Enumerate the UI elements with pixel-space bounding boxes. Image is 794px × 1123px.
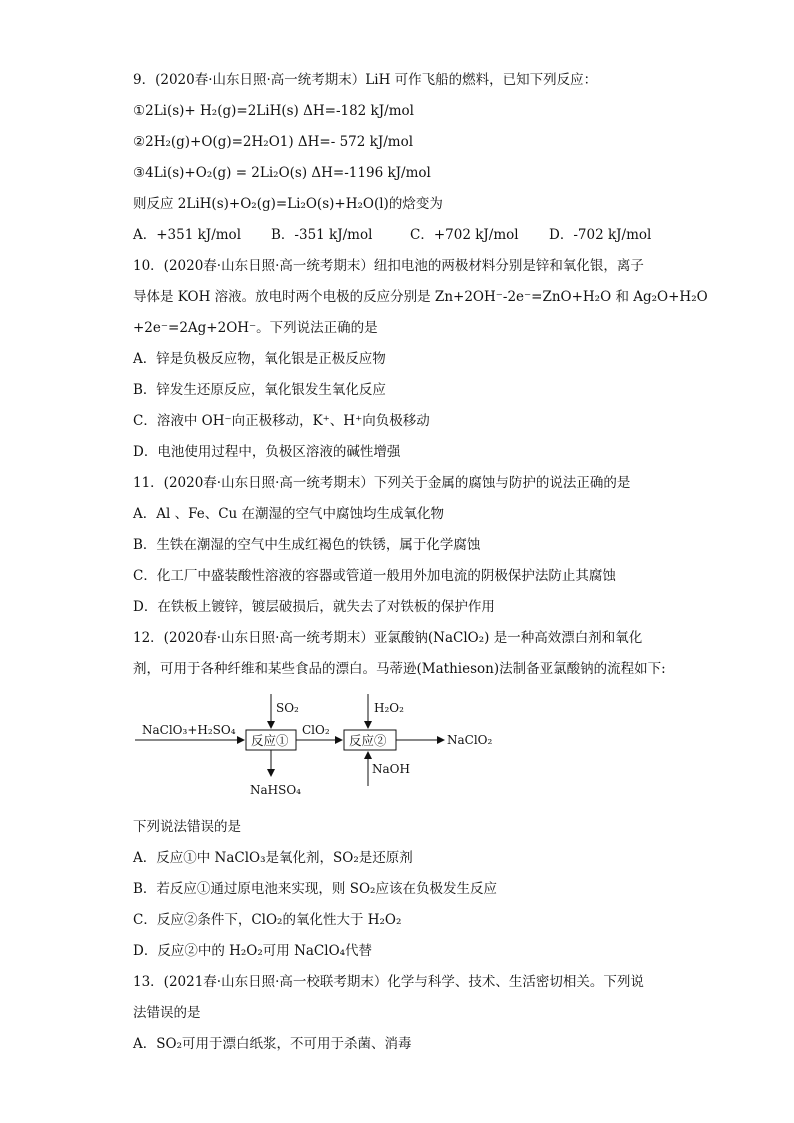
q9-reaction-3: ③4Li(s)+O₂(g) = 2Li₂O(s) ΔH=-1196 kJ/mol bbox=[133, 165, 431, 181]
q10-stem-2: 导体是 KOH 溶液。放电时两个电极的反应分别是 Zn+2OH⁻-2e⁻=ZnO+H₂O 和 Ag₂O+H₂O bbox=[133, 289, 708, 305]
q10-stem-1: 10．(2020春·山东日照·高一统考期末）纽扣电池的两极材料分别是锌和氧化银，离子 bbox=[133, 258, 644, 274]
q12-ask: 下列说法错误的是 bbox=[133, 819, 241, 835]
q12-option-b: B．若反应①通过原电池来实现，则 SO₂应该在负极发生反应 bbox=[133, 881, 497, 897]
q13-stem-2: 法错误的是 bbox=[133, 1005, 201, 1021]
q9-option-c: C．+702 kJ/mol bbox=[410, 227, 519, 243]
q9-reaction-2: ②2H₂(g)+O(g)=2H₂O1) ΔH=- 572 kJ/mol bbox=[133, 134, 414, 150]
flow-output-label: NaClO₂ bbox=[447, 733, 493, 747]
flow-input-label: NaClO₃+H₂SO₄ bbox=[142, 723, 236, 737]
flow-h2o2-label: H₂O₂ bbox=[374, 701, 404, 715]
q11-option-b: B．生铁在潮湿的空气中生成红褐色的铁锈，属于化学腐蚀 bbox=[133, 537, 481, 553]
q11-option-c: C．化工厂中盛装酸性溶液的容器或管道一般用外加电流的阴极保护法防止其腐蚀 bbox=[133, 568, 616, 584]
q12-option-a: A．反应①中 NaClO₃是氧化剂，SO₂是还原剂 bbox=[133, 850, 413, 866]
q9-reaction-1: ①2Li(s)+ H₂(g)=2LiH(s) ΔH=-182 kJ/mol bbox=[133, 103, 414, 119]
q9-option-b: B．-351 kJ/mol bbox=[271, 227, 373, 243]
q10-option-b: B．锌发生还原反应，氧化银发生氧化反应 bbox=[133, 382, 386, 398]
q12-flow-diagram bbox=[130, 690, 510, 805]
q12-stem-1: 12．(2020春·山东日照·高一统考期末）亚氯酸钠(NaClO₂) 是一种高效漂白剂和氧化 bbox=[133, 630, 643, 646]
q11-stem: 11．(2020春·山东日照·高一统考期末）下列关于金属的腐蚀与防护的说法正确的是 bbox=[133, 475, 631, 491]
q10-stem-3: +2e⁻=2Ag+2OH⁻。下列说法正确的是 bbox=[133, 320, 378, 336]
q13-stem-1: 13．(2021春·山东日照·高一校联考期末）化学与科学、技术、生活密切相关。下列说 bbox=[133, 974, 644, 990]
q9-option-a: A．+351 kJ/mol bbox=[133, 227, 242, 243]
flow-naoh-label: NaOH bbox=[372, 762, 410, 776]
q10-option-d: D．电池使用过程中，负极区溶液的碱性增强 bbox=[133, 444, 401, 460]
q9-ask: 则反应 2LiH(s)+O₂(g)=Li₂O(s)+H₂O(l)的焓变为 bbox=[133, 196, 443, 212]
flow-clo2-label: ClO₂ bbox=[302, 723, 330, 737]
q10-option-a: A．锌是负极反应物，氧化银是正极反应物 bbox=[133, 351, 386, 367]
q13-option-a: A．SO₂可用于漂白纸浆，不可用于杀菌、消毒 bbox=[133, 1036, 412, 1052]
flow-so2-label: SO₂ bbox=[276, 701, 299, 715]
flow-nahso4-label: NaHSO₄ bbox=[250, 783, 301, 797]
q10-option-c: C．溶液中 OH⁻向正极移动，K⁺、H⁺向负极移动 bbox=[133, 413, 430, 429]
q11-option-a: A．Al 、Fe、Cu 在潮湿的空气中腐蚀均生成氧化物 bbox=[133, 506, 445, 522]
flow-box-1-label: 反应① bbox=[251, 733, 289, 748]
q12-option-d: D．反应②中的 H₂O₂可用 NaClO₄代替 bbox=[133, 943, 373, 959]
q9-option-d: D．-702 kJ/mol bbox=[549, 227, 652, 243]
q11-option-d: D．在铁板上镀锌，镀层破损后，就失去了对铁板的保护作用 bbox=[133, 599, 495, 615]
q12-stem-2: 剂，可用于各种纤维和某些食品的漂白。马蒂逊(Mathieson)法制备亚氯酸钠的流程如下: bbox=[133, 661, 666, 677]
flow-box-2-label: 反应② bbox=[349, 733, 387, 748]
q12-option-c: C．反应②条件下，ClO₂的氧化性大于 H₂O₂ bbox=[133, 912, 402, 928]
q9-stem: 9．(2020春·山东日照·高一统考期末）LiH 可作飞船的燃料，已知下列反应： bbox=[133, 72, 598, 88]
